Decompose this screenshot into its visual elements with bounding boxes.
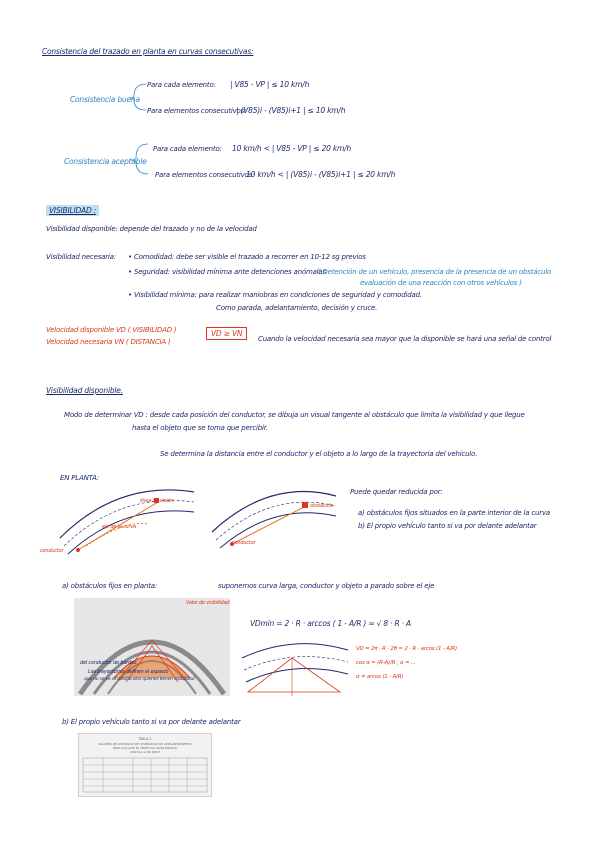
inequality-note: Cuando la velocidad necesaria sea mayor que la disponible se hará una señal de control [258,335,552,343]
seguridad-note-2: evaluación de una reacción con otros vehículos ) [360,279,522,287]
modo-text-1: Modo de determinar VD : desde cada posición del conductor, se dibuja un visual tangente al obstáculo que limita la visibilidad y que llegue [64,411,525,419]
photo-label-2: del conductor de bordes [80,660,137,666]
table-heading-2: PARA LOS QUE EL VEHÍCULO ADELANTADO [112,746,178,750]
table-heading-1: VALORES DE DISTANCIA DE VISIBILIDAD DE ADELANTAMIENTO [98,742,192,746]
consistencia-aceptable-label: Consistencia aceptable [64,157,147,166]
curve-figure-2 [210,480,340,560]
table-heading-3: CIRCULA A 80 KM/H [130,750,160,754]
section1-title: Consistencia del trazado en planta en curvas consecutivas: [42,47,254,56]
buena-1-text: Para cada elemento: [147,81,216,89]
buena-2-text: Para elementos consecutivos: [147,107,247,115]
separa-text: Se determina la distancia entre el conductor y el objeto a lo largo de la trayectoria del vehículo. [160,450,478,458]
reduccion-a: a) obstáculos fijos situados en la parte interior de la curva [358,509,550,517]
obstaculos-fijos-note: suponemos curva larga, conductor y objeto a parado sobre el eje [218,582,435,590]
visibilidad-minima-cont: Como parada, adelantamiento, decisión y cruce. [216,304,378,312]
section2-title: VISIBILIDAD : [46,205,99,216]
geometry-figure [240,636,350,704]
aceptable-1-formula: 10 km/h < | V85 - VP | ≤ 20 km/h [232,144,352,153]
curve-figure-1 [58,480,198,560]
fig1-label-eje: eje de la curva [102,524,137,530]
reduccion-b: b) El propio vehículo tanto si va por delante adelantar [358,522,537,530]
obstaculos-fijos-title: a) obstáculos fijos en planta: [62,582,158,590]
photo-label-4: que no se ve sin obstáculos quienes tienen visibilidad [84,677,195,682]
propio-vehiculo-title: b) El propio vehículo tanto si va por delante adelantar [62,718,241,726]
brace-icon [128,82,148,112]
fig1-label-conductor: conductor [40,548,64,554]
visibility-table [78,733,212,797]
buena-2-formula: | (V85)i - (V85)i+1 | ≤ 10 km/h [236,106,346,115]
visibilidad-necesaria-label: Visibilidad necesaria: [46,253,116,261]
photo-label-3: Las trayectorias definen el espacio [88,669,169,675]
fig2-label-obstaculo: obstáculo [310,503,333,509]
formula-cos: cos α = (R-A)/R ; α = ... [356,660,416,666]
brace-icon [128,142,150,176]
depende-text: Puede quedar reducida por: [350,488,443,496]
bullet-visibilidad-minima: • Visibilidad mínima: para realizar maniobras en condiciones de seguridad y comodidad. [128,291,422,299]
modo-text-2: hasta el objeto que se toma que percibir. [132,424,268,432]
velocidad-necesaria-label: Velocidad necesaria VN ( DISTANCIA ) [46,338,171,346]
vd-min-formula: VDmin = 2 · R · arccos ( 1 - A/R ) ≈ √ 8 · R · A [250,619,411,628]
formula-alpha: α = arcos (1 - A/R) [356,674,404,680]
fig2-label-conductor: conductor [232,540,256,546]
aceptable-2-text: Para elementos consecutivos: [155,171,255,179]
seguridad-note: ( Detención de un vehículo, presencia de la presencia de un obstáculo [318,268,552,276]
fig1-label-linea: línea de visión [140,498,174,504]
vd-vn-inequality: VD ≥ VN [206,327,247,340]
formula-vd: VD = 2π · R · 2θ = 2 · R · arcos (1 - A/R) [356,646,457,652]
en-planta-label: EN PLANTA: [60,474,99,482]
bullet-comodidad: • Comodidad: debe ser visible el trazado a recorrer en 10-12 sg previos [128,253,366,261]
section3-title: Visibilidad disponible. [46,386,123,395]
photo-label-1: Valor de visibilidad [186,600,230,606]
buena-1-formula: | V85 - VP | ≤ 10 km/h [230,80,310,89]
velocidad-disponible-label: Velocidad disponible VD ( VISIBILIDAD ) [46,326,177,334]
table-caption: TABLA 1 [138,737,152,741]
visibilidad-disponible-text: Visibilidad disponible: depende del trazado y no de la velocidad [46,225,257,233]
bullet-seguridad: • Seguridad: visibilidad mínima ante detenciones anómalas [128,268,326,276]
aceptable-2-formula: 10 km/h < | (V85)i - (V85)i+1 | ≤ 20 km/h [246,170,396,179]
aceptable-1-text: Para cada elemento: [153,145,222,153]
consistencia-buena-label: Consistencia buena [70,95,140,104]
